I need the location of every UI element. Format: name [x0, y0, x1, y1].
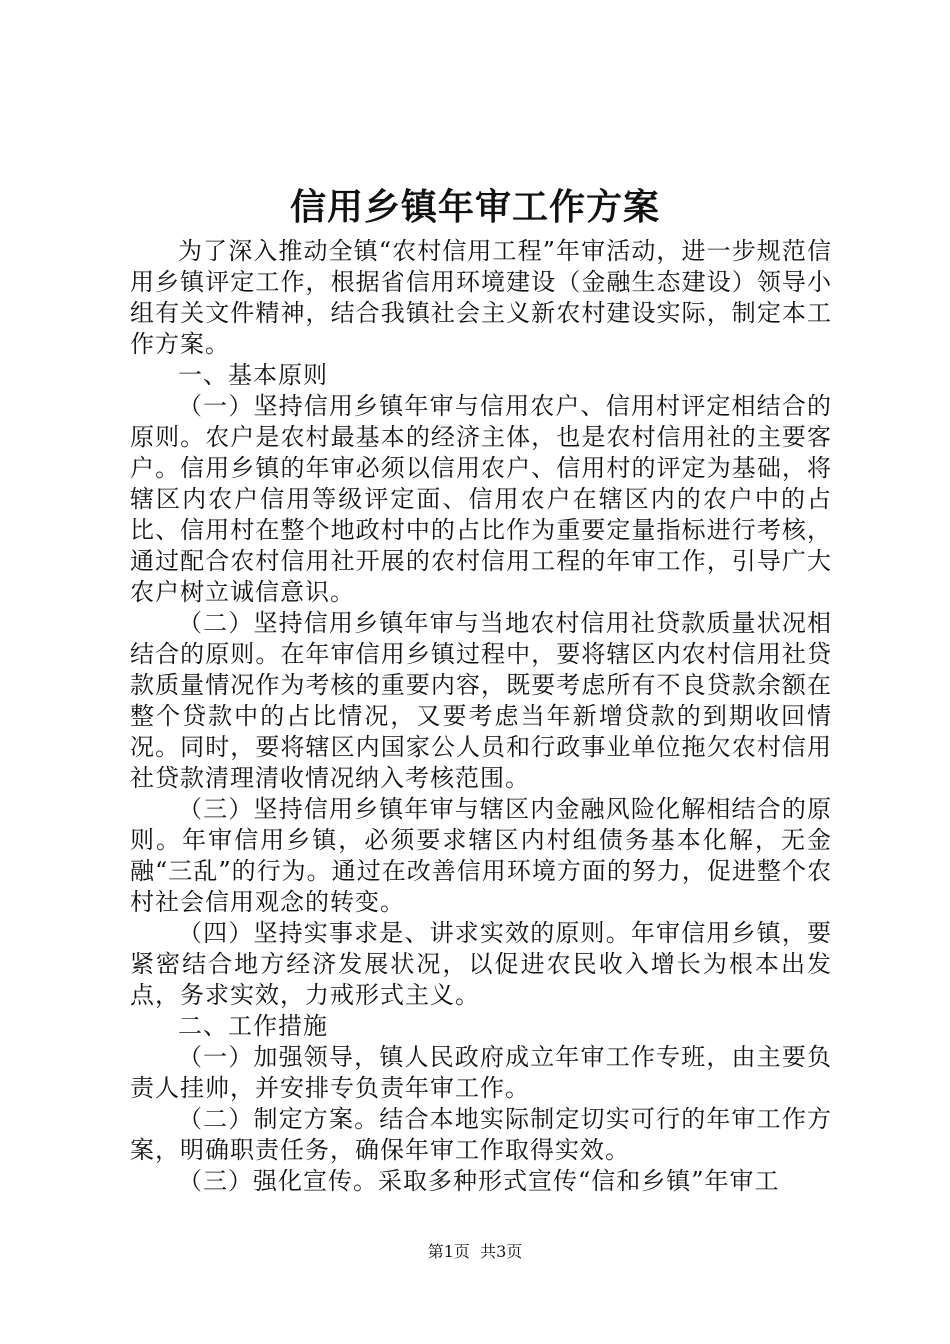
heading-work-measures: 二、工作措施 [178, 1012, 328, 1040]
paragraph-measure-1: （一）加强领导，镇人民政府成立年审工作专班，由主要负责人挂帅，并安排专负责年审工作。 [130, 1043, 832, 1102]
page-total: 共3页 [480, 1242, 523, 1261]
page-number: 第1页 [427, 1242, 470, 1261]
page-footer [0, 1240, 950, 1264]
paragraph-principle-3: （三）坚持信用乡镇年审与辖区内金融风险化解相结合的原则。年审信用乡镇，必须要求辖区内村组债务基本化解，无金融“三乱”的行为。通过在改善信用环境方面的努力，促进整个农村社会信用观念的转变。 [130, 795, 832, 916]
document-body [130, 236, 832, 1197]
paragraph-principle-2: （二）坚持信用乡镇年审与当地农村信用社贷款质量状况相结合的原则。在年审信用乡镇过程中，要将辖区内农村信用社贷款质量情况作为考核的重要内容，既要考虑所有不良贷款余额在整个贷款中的占比情况，又要考虑当年新增贷款的到期收回情况。同时，要将辖区内国家公人员和行政事业单位拖欠农村信用社贷款清理清收情况纳入考核范围。 [130, 609, 832, 792]
paragraph-principle-1: （一）坚持信用乡镇年审与信用农户、信用村评定相结合的原则。农户是农村最基本的经济主体，也是农村信用社的主要客户。信用乡镇的年审必须以信用农户、信用村的评定为基础，将辖区内农户信用等级评定面、信用农户在辖区内的农户中的占比、信用村在整个地政村中的占比作为重要定量指标进行考核，通过配合农村信用社开展的农村信用工程的年审工作，引导广大农户树立诚信意识。 [130, 392, 832, 606]
paragraph-principle-4: （四）坚持实事求是、讲求实效的原则。年审信用乡镇，要紧密结合地方经济发展状况，以促进农民收入增长为根本出发点，务求实效，力戒形式主义。 [130, 919, 832, 1009]
paragraph-measure-2: （二）制定方案。结合本地实际制定切实可行的年审工作方案，明确职责任务，确保年审工作取得实效。 [130, 1105, 832, 1164]
heading-basic-principles: 一、基本原则 [178, 361, 328, 389]
paragraph-measure-3: （三）强化宣传。采取多种形式宣传“信和乡镇”年审工 [178, 1167, 780, 1195]
paragraph-intro: 为了深入推动全镇“农村信用工程”年审活动，进一步规范信用乡镇评定工作，根据省信用环境建设（金融生态建设）领导小组有关文件精神，结合我镇社会主义新农村建设实际，制定本工作方案。 [130, 237, 832, 358]
document-title: 信用乡镇年审工作方案 [289, 187, 660, 228]
